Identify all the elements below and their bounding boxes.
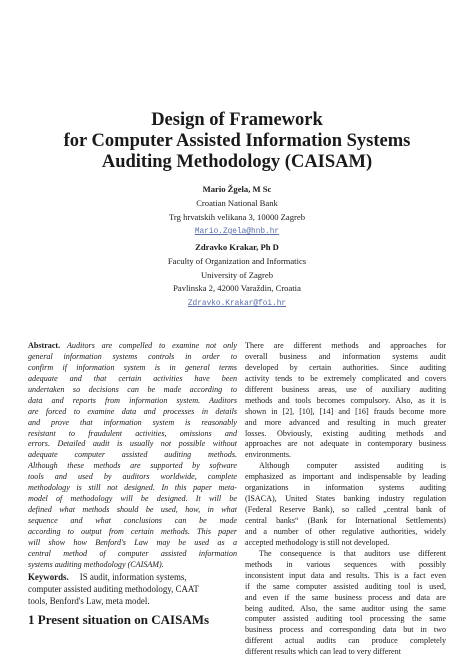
- body-line: and a number of other regulative authorities, widely: [245, 526, 446, 536]
- abstract-line: are forced to examine data and processes in details: [28, 406, 237, 416]
- author2-address: Pavlinska 2, 42000 Varaždin, Croatia: [173, 283, 301, 293]
- body-line: different business areas, use of auxiliary auditing: [245, 384, 446, 394]
- keywords-label: Keywords.: [28, 572, 69, 582]
- body-line: and more advanced and resulting in much greater: [245, 417, 446, 427]
- abstract-label: Abstract.: [28, 341, 67, 350]
- title-line-1: Design of Framework: [151, 110, 323, 130]
- body-line: approaches are not adequate in contemporary business: [245, 439, 446, 449]
- body-line: methods in various sequences with possibly: [245, 559, 446, 569]
- author1-address: Trg hrvatskih velikana 3, 10000 Zagreb: [168, 212, 306, 222]
- abstract-line: Abstract. Auditors are compelled to examine not only: [28, 341, 237, 350]
- abstract-line: Although these methods are supported by software: [28, 461, 237, 471]
- section-heading: 1 Present situation on CAISAMs: [28, 612, 210, 627]
- abstract: [28, 341, 237, 571]
- body-line: business process and corresponding data but in two: [245, 625, 446, 635]
- abstract-line: according to output from certain methods. This paper: [28, 526, 237, 536]
- abstract-line: general information systems controls in order to: [28, 351, 237, 361]
- keywords-line: Keywords. IS audit, information systems,: [28, 572, 187, 582]
- abstract-line: confirm if information system is in general terms: [28, 362, 237, 372]
- author1-email-line: [0, 223, 474, 239]
- abstract-line: adequate computer assisted auditing methods.: [28, 450, 237, 460]
- abstract-line: will show how Benford's Law may be used as a: [28, 537, 237, 547]
- body-line: organizations in information systems auditing: [245, 483, 446, 493]
- title-line-2: for Computer Assisted Information Systems: [63, 131, 411, 151]
- abstract-line: errors. Detailed audit is usually not possible without: [28, 439, 237, 449]
- abstract-line: methodology is still not designed. In this paper meta-: [28, 483, 237, 493]
- body-line: losses. Obviously, existing auditing methods and: [245, 428, 446, 438]
- abstract-line: resistant to fraudulent activities, omissions and: [28, 428, 237, 438]
- abstract-line: undertaken so decisions can be made according to: [28, 384, 237, 394]
- body-line: (ISACA), United States banking industry regulation: [245, 494, 446, 504]
- body-line: different actual audits can produce completely: [245, 636, 446, 646]
- author2-org1: Faculty of Organization and Informatics: [167, 256, 307, 266]
- body-line: environments.: [245, 450, 292, 460]
- abstract-line: tools and used by auditors worldwide, complete: [28, 472, 237, 482]
- abstract-line: data and reports from information system. Auditors: [28, 395, 237, 405]
- body-line: computer assisted auditing tool processing the same: [245, 614, 446, 624]
- author2-email-link[interactable]: Zdravko.Krakar@foi.hr: [187, 300, 287, 308]
- author1-name: Mario Žgela, M Sc: [202, 184, 272, 194]
- author2-name: Zdravko Krakar, Ph D: [195, 242, 279, 252]
- author2-org2: University of Zagreb: [200, 270, 274, 280]
- author1-email-link[interactable]: Mario.Zgela@hnb.hr: [194, 228, 280, 236]
- author2-email-line: [0, 295, 474, 311]
- body-line: different results which can lead to very different: [245, 647, 401, 657]
- abstract-line: sequence and what conclusions can be made: [28, 516, 237, 525]
- abstract-line: systems auditing methodology (CAISAM).: [28, 559, 164, 569]
- body-line: methods and tools becomes compulsory. Also, as it is: [245, 395, 446, 405]
- keywords-line: computer assisted auditing methodology, CAAT: [28, 584, 199, 594]
- abstract-line: and prove that information system is reasonably: [28, 417, 237, 427]
- body-line: emphasized as important and indispensable by leading: [245, 472, 446, 482]
- body-line: accepted methodology is still not developed.: [245, 537, 390, 547]
- keywords-line: tools, Benford's Law, meta model.: [28, 596, 150, 606]
- body-line: inconsistent input data and results. This is a fact even: [245, 570, 446, 580]
- body-line: The consequence is that auditors use different: [259, 548, 446, 558]
- right-column-text: [245, 341, 446, 658]
- keywords: [28, 571, 237, 607]
- body-line: There are different methods and approaches for: [245, 341, 446, 350]
- body-line: Although computer assisted auditing is: [259, 461, 446, 471]
- body-line: (Federal Reserve Bank), so called „central bank of: [245, 505, 446, 515]
- body-line: shown in [2], [10], [14] and [16] frauds become more: [245, 406, 446, 416]
- abstract-line: central method of computer assisted information: [28, 548, 237, 558]
- title-line-3: Auditing Methodology (CAISAM): [101, 152, 373, 172]
- body-line: activity tends to be extremely complicated and covers: [245, 373, 446, 383]
- abstract-line: adequate and that certain activities have been: [28, 373, 237, 383]
- abstract-line: model of methodology will be designed. It will be: [28, 494, 237, 504]
- body-line: developed by certain authorities. Since auditing: [245, 362, 446, 372]
- author1-org: Croatian National Bank: [196, 198, 278, 208]
- abstract-line: defined what methods should be used, how, in what: [28, 505, 237, 515]
- body-line: if the same computer assisted auditing tool is used,: [245, 581, 446, 591]
- body-line: overall business and information systems audit: [245, 351, 446, 361]
- body-line: central banks“ (Bank for International Settlements): [245, 516, 446, 525]
- body-line: and even if the same business process and data are: [245, 592, 446, 602]
- body-line: being audited. Also, the same auditor using the same: [245, 603, 446, 613]
